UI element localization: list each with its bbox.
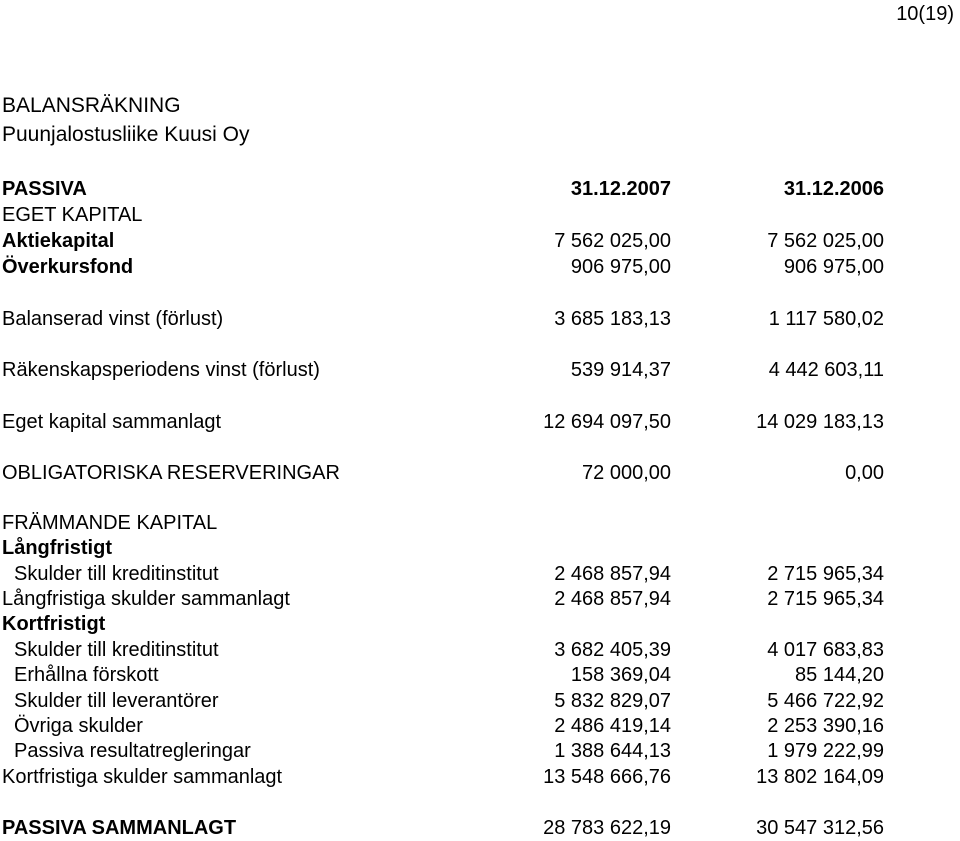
row-value-2007-kort-skulder-kreditinstitut: 3 682 405,39	[554, 639, 671, 661]
row-value-2007-rakenskapsperiodens-vinst: 539 914,37	[570, 359, 671, 381]
row-label-skulder-leverantorer: Skulder till leverantörer	[14, 690, 219, 712]
row-value-2006-kort-skulder-kreditinstitut: 4 017 683,83	[767, 639, 884, 661]
row-label-passiva-sammanlagt: PASSIVA SAMMANLAGT	[2, 817, 237, 839]
row-value-2006-passiva-resultatregleringar: 1 979 222,99	[767, 740, 884, 762]
row-value-2006-rakenskapsperiodens-vinst: 4 442 603,11	[768, 359, 884, 381]
row-value-2007-eget-kapital-sammanlagt: 12 694 097,50	[543, 411, 671, 433]
row-value-2006-lang-skulder-kreditinstitut: 2 715 965,34	[767, 563, 884, 585]
page-number: 10(19)	[896, 3, 954, 25]
row-value-2006-passiva-sammanlagt: 30 547 312,56	[756, 817, 884, 839]
section-heading-eget-kapital: EGET KAPITAL	[2, 204, 143, 226]
row-value-2007-lang-skulder-kreditinstitut: 2 468 857,94	[554, 563, 671, 585]
row-label-ovriga-skulder: Övriga skulder	[14, 715, 143, 737]
row-value-2006-obligatoriska-reserveringar: 0,00	[845, 462, 884, 484]
section-heading-frammande-kapital: FRÄMMANDE KAPITAL	[2, 512, 218, 534]
row-value-2006-langfristiga-skulder-sammanlagt: 2 715 965,34	[767, 588, 884, 610]
row-label-erhallna-forskott: Erhållna förskott	[14, 664, 159, 686]
row-label-aktiekapital: Aktiekapital	[2, 230, 115, 252]
row-label-langfristiga-skulder-sammanlagt: Långfristiga skulder sammanlagt	[2, 588, 290, 610]
row-value-2007-ovriga-skulder: 2 486 419,14	[554, 715, 671, 737]
row-value-2006-eget-kapital-sammanlagt: 14 029 183,13	[756, 411, 884, 433]
row-value-2006-skulder-leverantorer: 5 466 722,92	[767, 690, 884, 712]
column-header-2007: 31.12.2007	[570, 178, 671, 200]
row-value-2007-langfristiga-skulder-sammanlagt: 2 468 857,94	[554, 588, 671, 610]
row-value-2007-overkursfond: 906 975,00	[570, 256, 671, 278]
row-label-overkursfond: Överkursfond	[2, 256, 134, 278]
row-value-2006-ovriga-skulder: 2 253 390,16	[767, 715, 884, 737]
document-title: BALANSRÄKNING	[2, 94, 181, 117]
row-value-2007-erhallna-forskott: 158 369,04	[570, 664, 671, 686]
row-label-passiva-resultatregleringar: Passiva resultatregleringar	[14, 740, 251, 762]
section-header-passiva: PASSIVA	[2, 178, 87, 200]
row-value-2007-kortfristiga-skulder-sammanlagt: 13 548 666,76	[543, 766, 671, 788]
company-name: Puunjalostusliike Kuusi Oy	[2, 123, 250, 146]
row-label-lang-skulder-kreditinstitut: Skulder till kreditinstitut	[14, 563, 219, 585]
row-value-2006-aktiekapital: 7 562 025,00	[767, 230, 884, 252]
subsection-heading-kortfristigt: Kortfristigt	[2, 613, 106, 635]
row-label-kortfristiga-skulder-sammanlagt: Kortfristiga skulder sammanlagt	[2, 766, 283, 788]
row-label-balanserad-vinst: Balanserad vinst (förlust)	[2, 308, 224, 330]
row-value-2007-balanserad-vinst: 3 685 183,13	[554, 308, 671, 330]
row-label-rakenskapsperiodens-vinst: Räkenskapsperiodens vinst (förlust)	[2, 359, 320, 381]
row-value-2007-passiva-resultatregleringar: 1 388 644,13	[554, 740, 671, 762]
row-value-2006-kortfristiga-skulder-sammanlagt: 13 802 164,09	[756, 766, 884, 788]
column-header-2006: 31.12.2006	[783, 178, 884, 200]
row-value-2006-overkursfond: 906 975,00	[783, 256, 884, 278]
row-value-2006-balanserad-vinst: 1 117 580,02	[768, 308, 884, 330]
row-value-2007-skulder-leverantorer: 5 832 829,07	[554, 690, 671, 712]
row-label-eget-kapital-sammanlagt: Eget kapital sammanlagt	[2, 411, 222, 433]
row-value-2007-obligatoriska-reserveringar: 72 000,00	[582, 462, 671, 484]
row-value-2006-erhallna-forskott: 85 144,20	[795, 664, 884, 686]
subsection-heading-langfristigt: Långfristigt	[2, 537, 112, 559]
row-label-obligatoriska-reserveringar: OBLIGATORISKA RESERVERINGAR	[2, 462, 340, 484]
row-label-kort-skulder-kreditinstitut: Skulder till kreditinstitut	[14, 639, 219, 661]
row-value-2007-aktiekapital: 7 562 025,00	[554, 230, 671, 252]
row-value-2007-passiva-sammanlagt: 28 783 622,19	[543, 817, 671, 839]
